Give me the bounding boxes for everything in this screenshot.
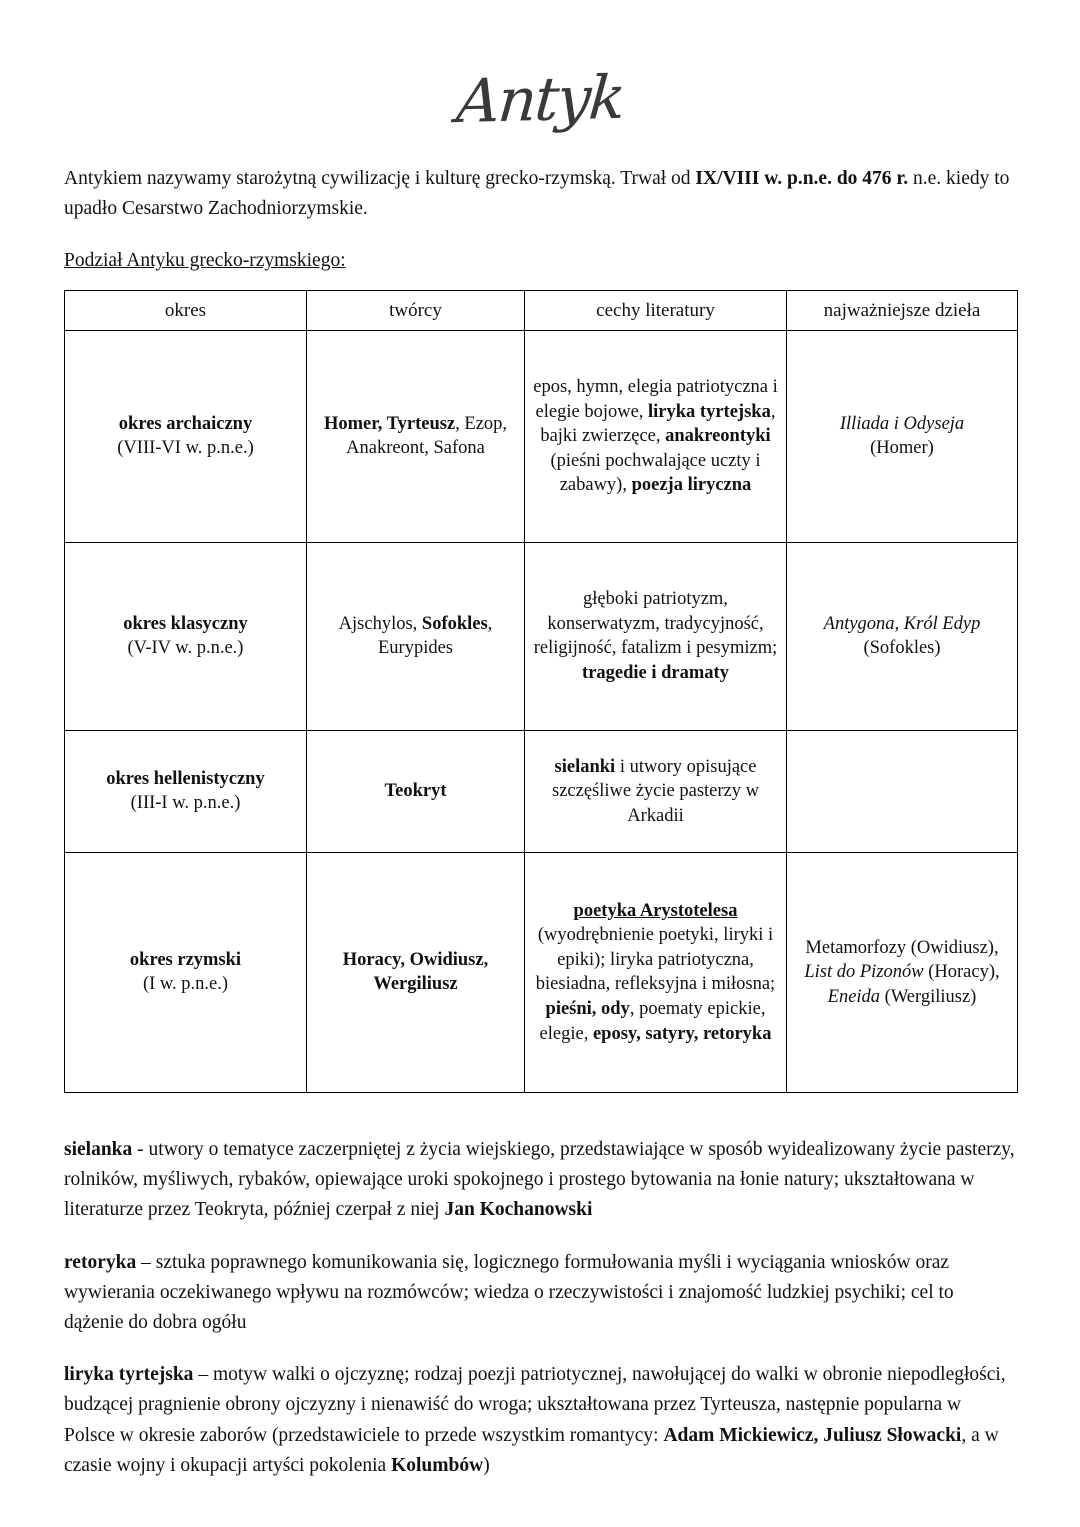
cell-okres bbox=[65, 330, 307, 542]
authors-bold: Horacy, Owidiusz, Wergiliusz bbox=[342, 949, 489, 995]
period-range: (I w. p.n.e.) bbox=[142, 974, 229, 995]
cell-okres bbox=[65, 852, 307, 1092]
period-name: okres archaiczny bbox=[118, 413, 253, 434]
cell-cechy: epos, hymn, elegia patriotyczna i elegie bojowe, liryka tyrtejska, bajki zwierzęce, anakreontyki (pieśni pochwalające uczty i zabawy), poezja liryczna bbox=[525, 330, 787, 542]
table-row bbox=[65, 730, 1018, 852]
column-header-cechy: cechy literatury bbox=[525, 290, 787, 330]
cell-tworcy bbox=[307, 330, 525, 542]
definition-tail-bold-2: Kolumbów bbox=[391, 1454, 484, 1476]
term-sielanka: sielanka bbox=[64, 1138, 133, 1160]
cell-cechy: głęboki patriotyzm, konserwatyzm, tradycyjność, religijność, fatalizm i pesymizm; tragedie i dramaty bbox=[525, 542, 787, 730]
cell-tworcy bbox=[307, 852, 525, 1092]
period-name: okres hellenistyczny bbox=[106, 768, 265, 789]
definition-retoryka bbox=[64, 1248, 1016, 1339]
section-subheading: Podział Antyku grecko-rzymskiego: bbox=[64, 250, 346, 272]
authors-bold: Homer, Tyrteusz bbox=[323, 413, 456, 434]
definition-tail-2: ) bbox=[483, 1454, 490, 1476]
work-title: Antygona, Król Edyp bbox=[823, 613, 981, 634]
term-retoryka: retoryka bbox=[64, 1251, 137, 1273]
table-header-row bbox=[65, 290, 1018, 330]
cell-dziela: Metamorfozy (Owidiusz), List do Pizonów (Horacy), Eneida (Wergiliusz) bbox=[787, 852, 1018, 1092]
definition-liryka-tyrtejska bbox=[64, 1360, 1016, 1481]
period-range: (VIII-VI w. p.n.e.) bbox=[117, 438, 254, 459]
definition-body: – motyw walki o ojczyznę; rodzaj poezji patriotycznej, nawołującej do walki w obronie niepodległości, budzącej pragnienie obrony ojczyzny i nienawiść do wroga; ukształtowana przez Tyrteusza, następnie popularna w Polsce w okresie zaborów (przedstawiciele to przede wszystkim romantycy: bbox=[64, 1364, 1006, 1446]
cell-okres bbox=[65, 542, 307, 730]
work-author: (Homer) bbox=[870, 438, 934, 459]
definition-body: – sztuka poprawnego komunikowania się, logicznego formułowania myśli i wyciągania wniosków oraz wywierania oczekiwanego wpływu na rozmówców; wiedza o rzeczywistości i znajomość ludzkiej psychiki; cel to dążenie do dobra ogółu bbox=[64, 1251, 954, 1334]
period-name: okres klasyczny bbox=[123, 613, 248, 634]
authors-bold: Sofokles bbox=[421, 613, 488, 634]
intro-part-1: Antykiem nazywamy starożytną cywilizację i kulturę grecko-rzymską. Trwał od bbox=[64, 168, 696, 189]
cell-cechy: poetyka Arystotelesa (wyodrębnienie poetyki, liryki i epiki); liryka patriotyczna, biesiadna, refleksyjna i miłosna; pieśni, ody, poematy epickie, elegie, eposy, satyry, retoryka bbox=[525, 852, 787, 1092]
work-author: (Sofokles) bbox=[863, 638, 941, 659]
intro-part-2-bold: IX/VIII w. p.n.e. do 476 r. bbox=[695, 168, 909, 189]
table-row bbox=[65, 852, 1018, 1092]
table-row bbox=[65, 330, 1018, 542]
definition-tail-bold: Adam Mickiewicz, Juliusz Słowacki bbox=[663, 1424, 962, 1446]
sub-head-container bbox=[64, 246, 1016, 289]
definition-tail: , a w czasie wojny i okupacji artyści pokolenia bbox=[64, 1424, 999, 1476]
table-row bbox=[65, 542, 1018, 730]
page-title: Antyk bbox=[453, 62, 627, 138]
antiquity-periods-table bbox=[64, 290, 1018, 1093]
definition-tail-bold: Jan Kochanowski bbox=[444, 1199, 593, 1221]
authors-bold: Teokryt bbox=[384, 781, 447, 802]
term-liryka-tyrtejska: liryka tyrtejska bbox=[64, 1364, 194, 1386]
period-range: (V-IV w. p.n.e.) bbox=[127, 638, 244, 659]
cell-dziela bbox=[787, 330, 1018, 542]
period-name: okres rzymski bbox=[129, 949, 242, 970]
cell-cechy: sielanki i utwory opisujące szczęśliwe życie pasterzy w Arkadii bbox=[525, 730, 787, 852]
column-header-tworcy: twórcy bbox=[307, 290, 525, 330]
cell-tworcy: Ajschylos, Sofokles, Eurypides bbox=[307, 542, 525, 730]
definition-body: - utwory o tematyce zaczerpniętej z życia wiejskiego, przedstawiające w sposób wyidealizowany życie pasterzy, rolników, myśliwych, rybaków, opiewające uroki spokojnego i prostego bytowania na łonie natury; ukształtowana w literaturze przez Teokryta, później czerpał z niej bbox=[64, 1138, 1015, 1221]
authors-rest: , Ezop, Anakreont, Safona bbox=[346, 413, 508, 459]
work-title: Illiada i Odyseja bbox=[839, 413, 965, 434]
cell-okres bbox=[65, 730, 307, 852]
cell-dziela bbox=[787, 730, 1018, 852]
definitions-section bbox=[64, 1135, 1016, 1481]
intro-paragraph bbox=[64, 164, 1016, 224]
cell-dziela bbox=[787, 542, 1018, 730]
period-range: (III-I w. p.n.e.) bbox=[130, 793, 241, 814]
title-container bbox=[64, 62, 1016, 138]
intro-part-3: n.e. kiedy to upadło Cesarstwo Zachodniorzymskie. bbox=[64, 168, 1010, 220]
cell-tworcy bbox=[307, 730, 525, 852]
definition-sielanka bbox=[64, 1135, 1016, 1226]
column-header-okres: okres bbox=[65, 290, 307, 330]
column-header-dziela: najważniejsze dzieła bbox=[787, 290, 1018, 330]
